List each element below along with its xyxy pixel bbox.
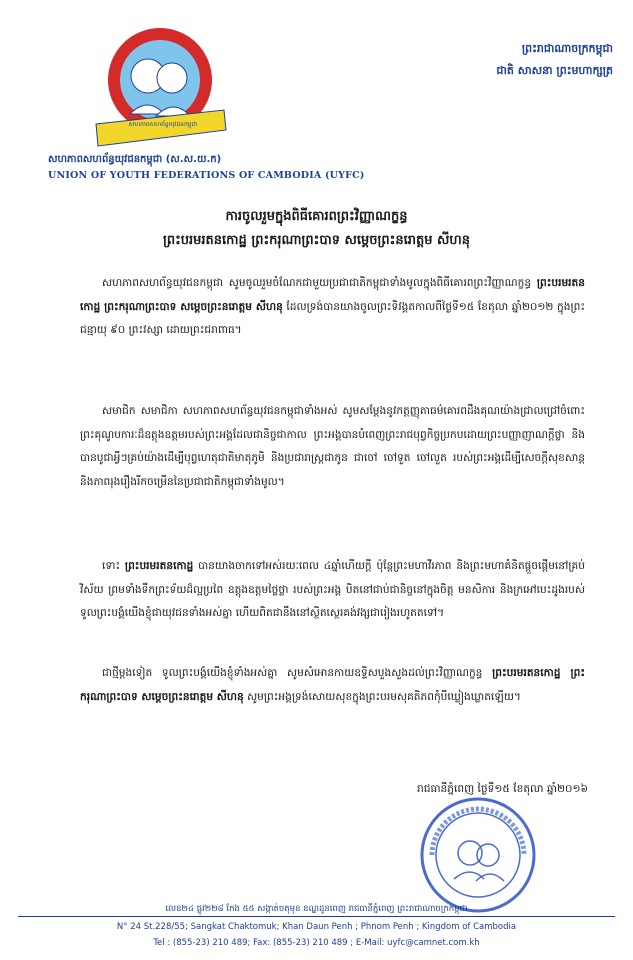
footer-address-khmer: លេខ២៤ ផ្លូវ២២៨ កែង ៥៥ សង្កាត់ចតុមុខ ខណ្ឌដូនពេញ រាជធានីភ្នំពេញ ព្រះរាជាណាចក្រកម្ពុជា: [165, 904, 468, 914]
uyfc-logo: [90, 18, 230, 158]
org-name-khmer: សហភាពសហព័ន្ធយុវជនកម្ពុជា (ស.ស.យ.ក): [48, 154, 222, 165]
org-name-english: UNION OF YOUTH FEDERATIONS OF CAMBODIA (UYFC): [48, 170, 365, 181]
kingdom-line: ព្រះរាជាណាចក្រកម្ពុជា: [521, 42, 613, 55]
paragraph-3-text-end: បានយាងចាកទៅអស់រយៈពេល ៤ឆ្នាំហើយក្តី ប៉ុន្តែព្រះមហាវីរភាព និងព្រះមហាគំនិតផ្តួចផ្តើមនៅគ្រប់វិស័យ ព្រមទាំងទឹកព្រះទ័យដ៏ល្អប្រពៃ ឧត្តុងឧត្តមថ្លៃថ្លា របស់ព្រះអង្គ បិតនៅជាប់ជានិច្ចនៅក្នុងចិត្ត មនសិការ និងក្រអៅបេះដូងរបស់ទូលព្រះបង្គំយើងខ្ញុំជាយុវជនទាំងអស់គ្នា ហើយពិតជានឹងនៅស្ថិតស្ថេរគង់វង្សជារៀងរហូតតទៅ។: [80, 560, 585, 619]
logo-ribbon-text: សហភាពសហព័ន្ធយុវជនកម្ពុជា: [128, 121, 198, 128]
official-stamp: [418, 795, 538, 915]
paragraph-1: [80, 272, 585, 343]
nation-religion-king-line: ជាតិ សាសនា ព្រះមហាក្សត្រ: [496, 64, 613, 77]
paragraph-3-bold: ព្រះបរមរតនកោដ្ឋ: [124, 560, 194, 572]
dateline: រាជធានីភ្នំពេញ ថ្ងៃទី១៥ ខែតុលា ឆ្នាំ២០១៦: [417, 783, 588, 795]
paragraph-3: [80, 555, 585, 626]
footer-contact: Tel : (855-23) 210 489; Fax: (855-23) 210 489 ; E-Mail: uyfc@camnet.com.kh: [153, 938, 480, 948]
paragraph-4-bold: ព្រះបរមរតនកោដ្ឋ ព្រះករុណាព្រះបាទ សម្តេចព្រះនរោត្តម សីហនុ: [80, 667, 585, 703]
paragraph-4-text-end: សូមព្រះអង្គទ្រង់សោយសុខក្នុងព្រះបរមសុគតិភពកុំបីឃ្លៀងឃ្លាតឡើយ។: [243, 690, 521, 703]
paragraph-3-text: ទោះ: [102, 560, 125, 572]
kingdom-motto: [413, 38, 613, 82]
paragraph-2: សមាជិក សមាជិកា សហភាពសហព័ន្ធយុវជនកម្ពុជាទាំងអស់ សូមសម្តែងនូវកត្តញ្ញុតាធម៌គោរពដឹងគុណយ៉ាងជ្រាលជ្រៅចំពោះព្រះគុណូបការៈដ៏ឧត្តុងឧត្តមរបស់ព្រះអង្គដែលជានិច្ចជាកាល ព្រះអង្គបានបំពេញព្រះរាជបុព្វកិច្ចប្រកបដោយព្រះបញ្ញាញាណក្តីថ្លា និងបានបូជាអ្វីៗគ្រប់យ៉ាងដើម្បីបុព្វហេតុជាតិមាតុភូមិ និងប្រជារាស្ត្រជាកូន ជាចៅ ចៅទួត ចៅលួត របស់ព្រះអង្គដើម្បីសេចក្តីសុខសាន្ត និងភាពរុងរឿងរីកចម្រើននៃប្រជាជាតិកម្ពុជាទាំងមូល។: [80, 405, 585, 488]
paragraph-1-bold: ព្រះបរមរតនកោដ្ឋ ព្រះករុណាព្រះបាទ សម្តេចព្រះនរោត្តម សីហនុ: [80, 277, 585, 313]
paragraph-4-text: ជាថ្មីម្តងទៀត ទូលព្រះបង្គំយើងខ្ញុំទាំងអស់គ្នា សូមសំអោនកាយឧទ្ទិសបួងសួងដល់ព្រះវិញ្ញាណក្ខន្ធ: [102, 667, 493, 679]
letter-subtitle: ព្រះបរមរតនកោដ្ឋ ព្រះករុណាព្រះបាទ សម្តេចព្រះនរោត្តម សីហនុ: [162, 233, 471, 248]
paragraph-1-text: សហភាពសហព័ន្ធយុវជនកម្ពុជា សូមចូលរួមចំណែកជាមួយប្រជាជាតិកម្ពុជាទាំងមូលក្នុងពិធីគោរពព្រះវិញ្ញាណក្ខន្ធ: [102, 277, 537, 289]
footer-address-english: N° 24 St.228/55; Sangkat Chaktomuk; Khan Daun Penh ; Phnom Penh ; Kingdom of Cambodia: [116, 922, 517, 932]
paragraph-4: [80, 662, 585, 709]
footer-divider: [18, 916, 615, 917]
letter-title: ការចូលរួមក្នុងពិធីគោរពព្រះវិញ្ញាណក្ខន្ធ: [225, 209, 408, 224]
paragraph-1-text-end: ដែលទ្រង់បានយាងចូលព្រះទិវង្គតកាលពីថ្ងៃទី១៥ ខែតុលា ឆ្នាំ២០១២ ក្នុងព្រះជន្មាយុ ៩០ ព្រះវស្សា ដោយព្រះជរាពាធ។: [80, 300, 585, 336]
